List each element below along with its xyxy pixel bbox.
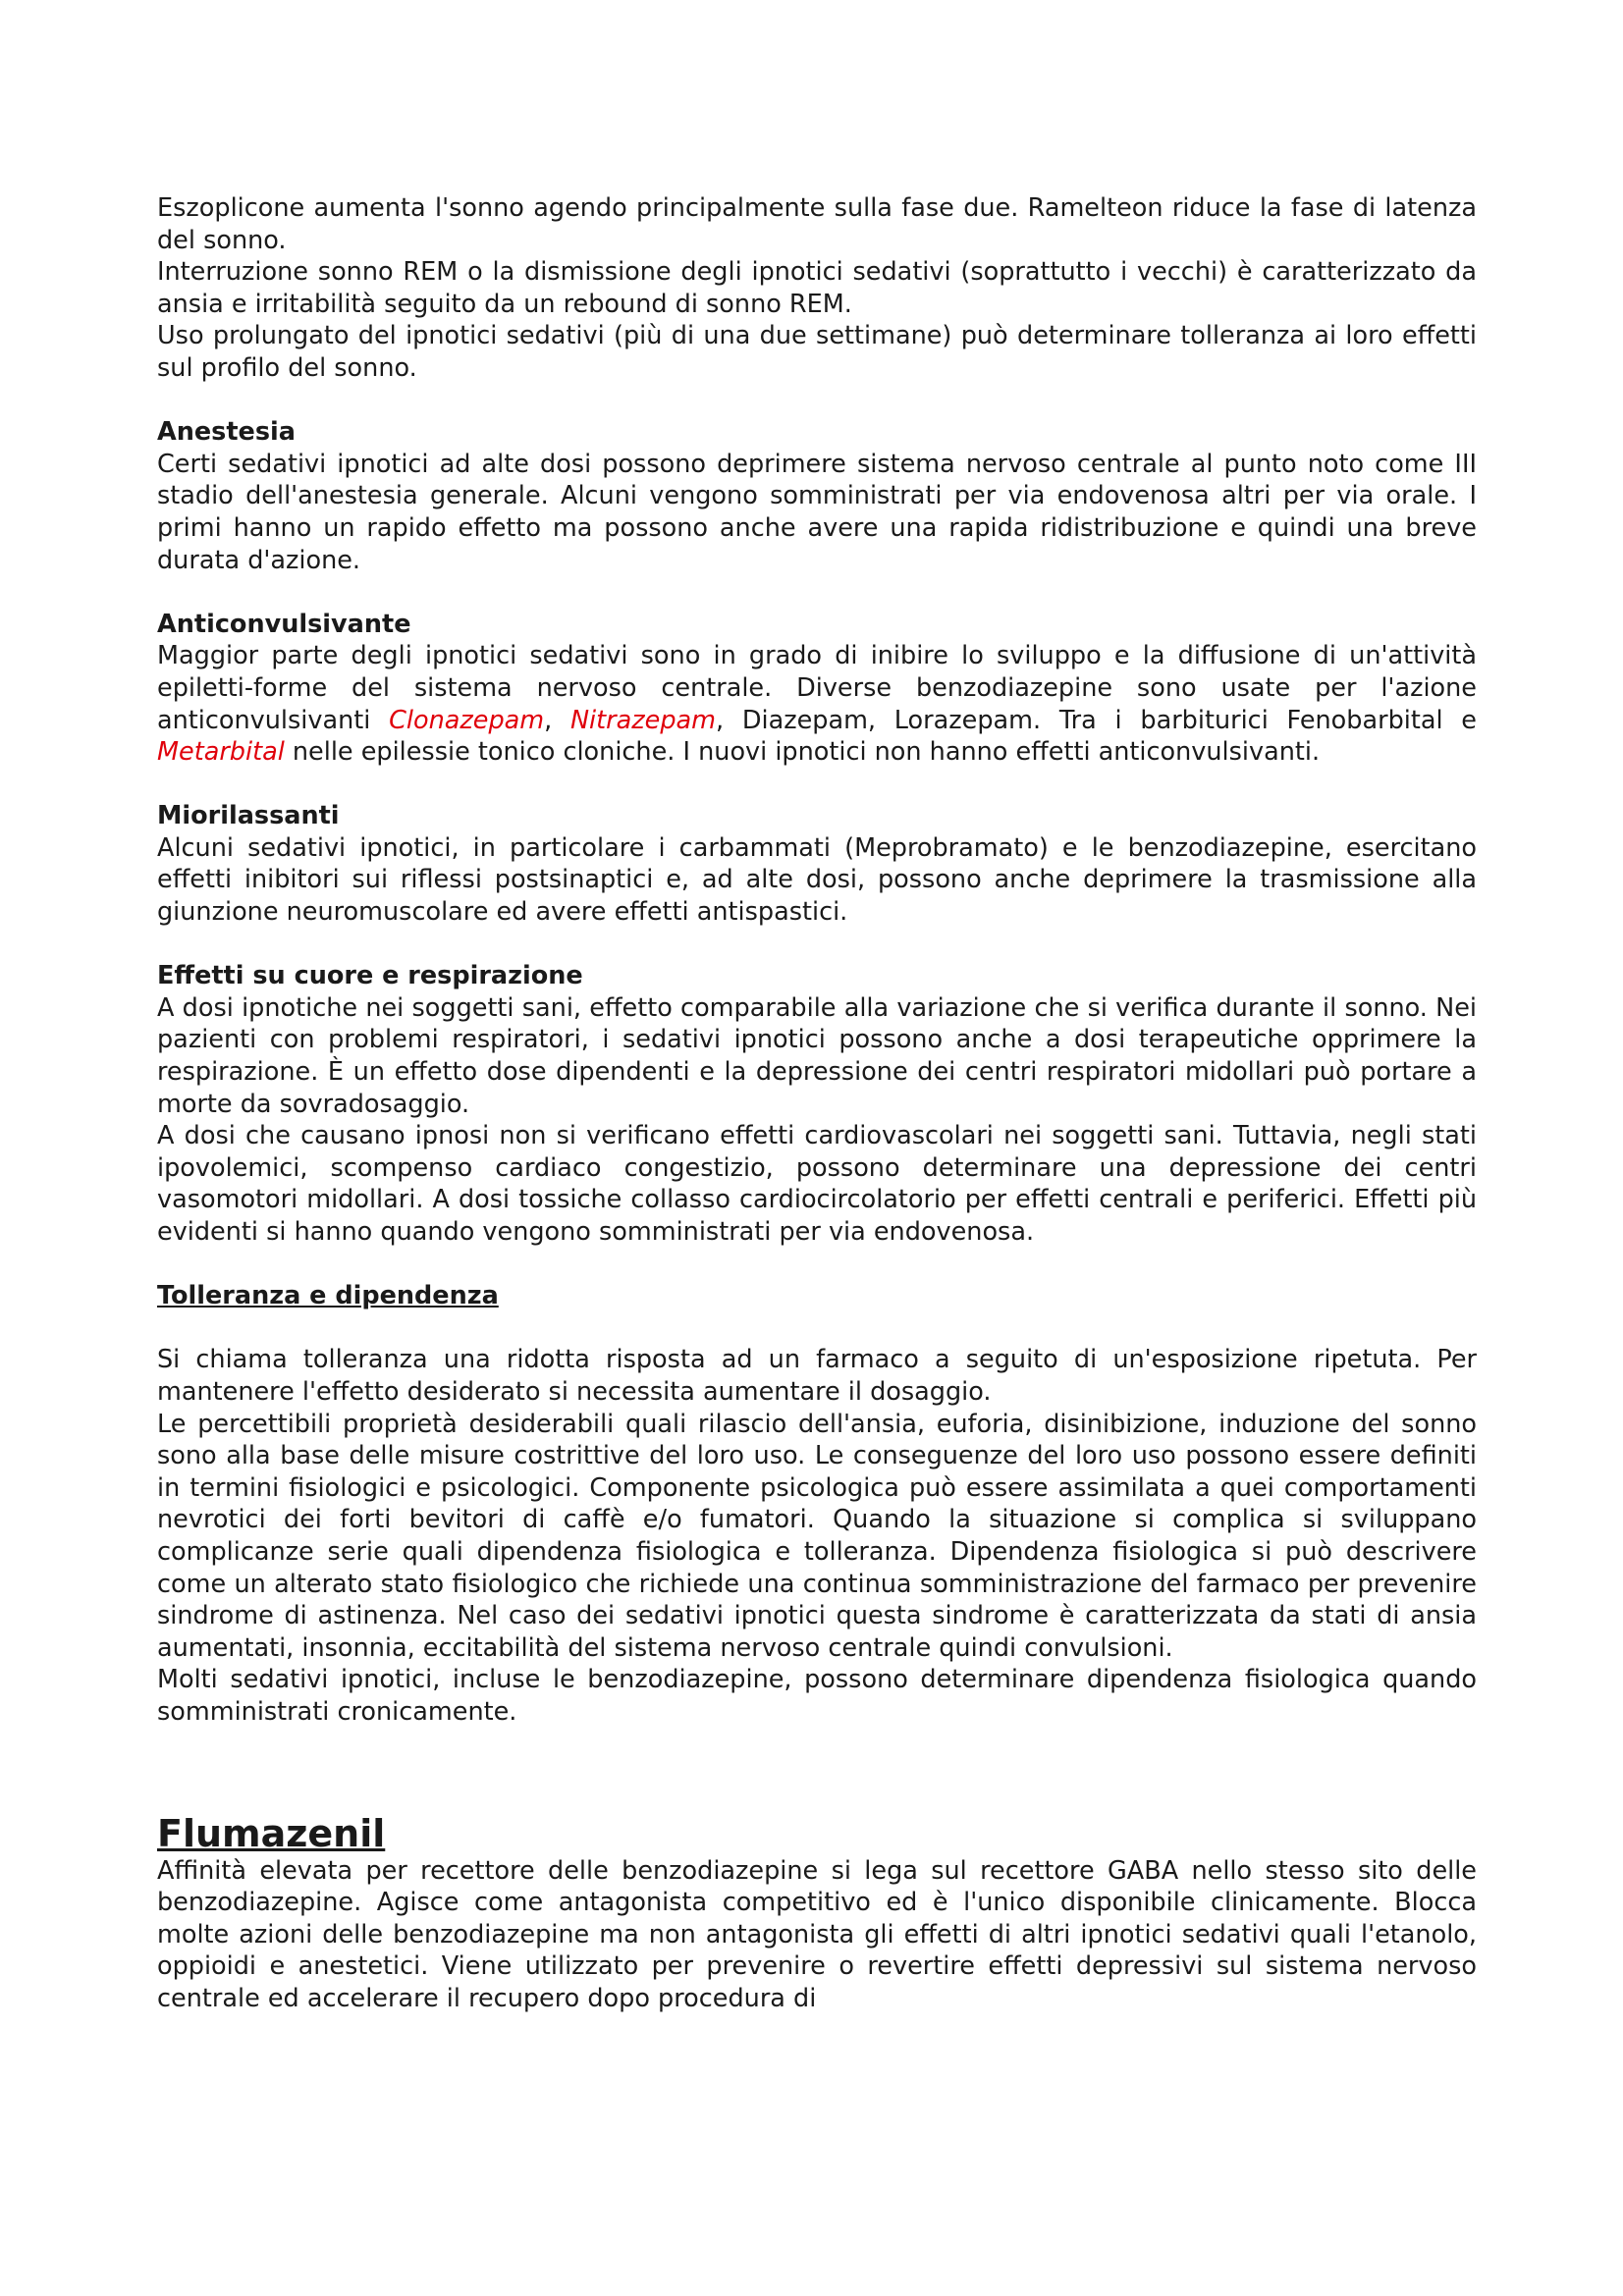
heading-miorilassanti: Miorilassanti: [157, 801, 340, 831]
intro-paragraph-1: Eszoplicone aumenta l'sonno agendo principalmente sulla fase due. Ramelteon riduce la fase di latenza del sonno.: [157, 193, 1477, 255]
tolleranza-paragraph-3: Molti sedativi ipnotici, incluse le benzodiazepine, possono determinare dipendenza fisiologica quando somministrati cronicamente.: [157, 1665, 1477, 1727]
cuore-paragraph-2: A dosi che causano ipnosi non si verificano effetti cardiovascolari nei soggetti sani. Tuttavia, negli stati ipovolemici, scompenso cardiaco congestizio, possono determinare una depressione dei centri vasomotori midollari. A dosi tossiche collasso cardiocircolatorio per effetti centrali e periferici. Effetti più evidenti si hanno quando vengono somministrati per via endovenosa.: [157, 1121, 1477, 1247]
miorilassanti-paragraph: Alcuni sedativi ipnotici, in particolare i carbammati (Meprobramato) e le benzodiazepine, esercitano effetti inibitori sui riflessi postsinaptici e, ad alte dosi, possono anche deprimere la trasmissione alla giunzione neuromuscolare ed avere effetti antispastici.: [157, 832, 1477, 928]
tolleranza-paragraph-2: Le percettibili proprietà desiderabili quali rilascio dell'ansia, euforia, disinibizione, induzione del sonno sono alla base delle misure costrittive del loro uso. Le conseguenze del loro uso possono essere definiti in termini fisiologici e psicologici. Componente psicologica può essere assimilata a quei comportamenti nevrotici dei forti bevitori di caffè e/o fumatori. Quando la situazione si complica si sviluppano complicanze serie quali dipendenza fisiologica e tolleranza. Dipendenza fisiologica si può descrivere come un alterato stato fisiologico che richiede una continua somministrazione del farmaco per prevenire sindrome di astinenza. Nel caso dei sedativi ipnotici questa sindrome è caratterizzata da stati di ansia aumentati, insonnia, eccitabilità del sistema nervoso centrale quindi convulsioni.: [157, 1409, 1477, 1663]
tolleranza-paragraph-1: Si chiama tolleranza una ridotta risposta ad un farmaco a seguito di un'esposizione ripetuta. Per mantenere l'effetto desiderato si necessita aumentare il dosaggio.: [157, 1345, 1477, 1407]
heading-tolleranza-dipendenza: Tolleranza e dipendenza: [157, 1281, 499, 1311]
heading-anestesia: Anestesia: [157, 417, 296, 448]
anestesia-paragraph: Certi sedativi ipnotici ad alte dosi possono deprimere sistema nervoso centrale al punto noto come III stadio dell'anestesia generale. Alcuni vengono somministrati per via endovenosa altri per via orale. I primi hanno un rapido effetto ma possono anche avere una rapida ridistribuzione e quindi una breve durata d'azione.: [157, 449, 1477, 575]
anticonvulsivante-paragraph: Maggior parte degli ipnotici sedativi sono in grado di inibire lo sviluppo e la diffusione di un'attività epiletti-forme del sistema nervoso centrale. Diverse benzodiazepine sono usate per l'azione anticonvulsivanti Clonazepam, Nitrazepam, Diazepam, Lorazepam. Tra i barbiturici Fenobarbital e Metarbital nelle epilessie tonico cloniche. I nuovi ipnotici non hanno effetti anticonvulsivanti.: [157, 641, 1477, 768]
heading-anticonvulsivante: Anticonvulsivante: [157, 609, 411, 639]
document-page: [157, 192, 1477, 2015]
intro-paragraph-2: Interruzione sonno REM o la dismissione degli ipnotici sedativi (soprattutto i vecchi) è caratterizzato da ansia e irritabilità seguito da un rebound di sonno REM.: [157, 257, 1477, 319]
drug-metarbital: Metarbital: [157, 737, 285, 768]
drug-nitrazepam: Nitrazepam: [569, 705, 716, 735]
heading-cuore-respirazione: Effetti su cuore e respirazione: [157, 961, 583, 991]
drug-clonazepam: Clonazepam: [389, 705, 545, 735]
intro-paragraph-3: Uso prolungato del ipnotici sedativi (più di una due settimane) può determinare tolleranza ai loro effetti sul profilo del sonno.: [157, 321, 1477, 383]
flumazenil-paragraph: Affinità elevata per recettore delle benzodiazepine si lega sul recettore GABA nello stesso sito delle benzodiazepine. Agisce come antagonista competitivo ed è l'unico disponibile clinicamente. Blocca molte azioni delle benzodiazepine ma non antagonista gli effetti di altri ipnotici sedativi quali l'etanolo, oppioidi e anestetici. Viene utilizzato per prevenire o revertire effetti depressivi sul sistema nervoso centrale ed accelerare il recupero dopo procedura di: [157, 1855, 1477, 2014]
cuore-paragraph-1: A dosi ipnotiche nei soggetti sani, effetto comparabile alla variazione che si verifica durante il sonno. Nei pazienti con problemi respiratori, i sedativi ipnotici possono anche a dosi terapeutiche opprimere la respirazione. È un effetto dose dipendenti e la depressione dei centri respiratori midollari può portare a morte da sovradosaggio.: [157, 992, 1477, 1119]
heading-flumazenil: Flumazenil: [157, 1811, 386, 1855]
